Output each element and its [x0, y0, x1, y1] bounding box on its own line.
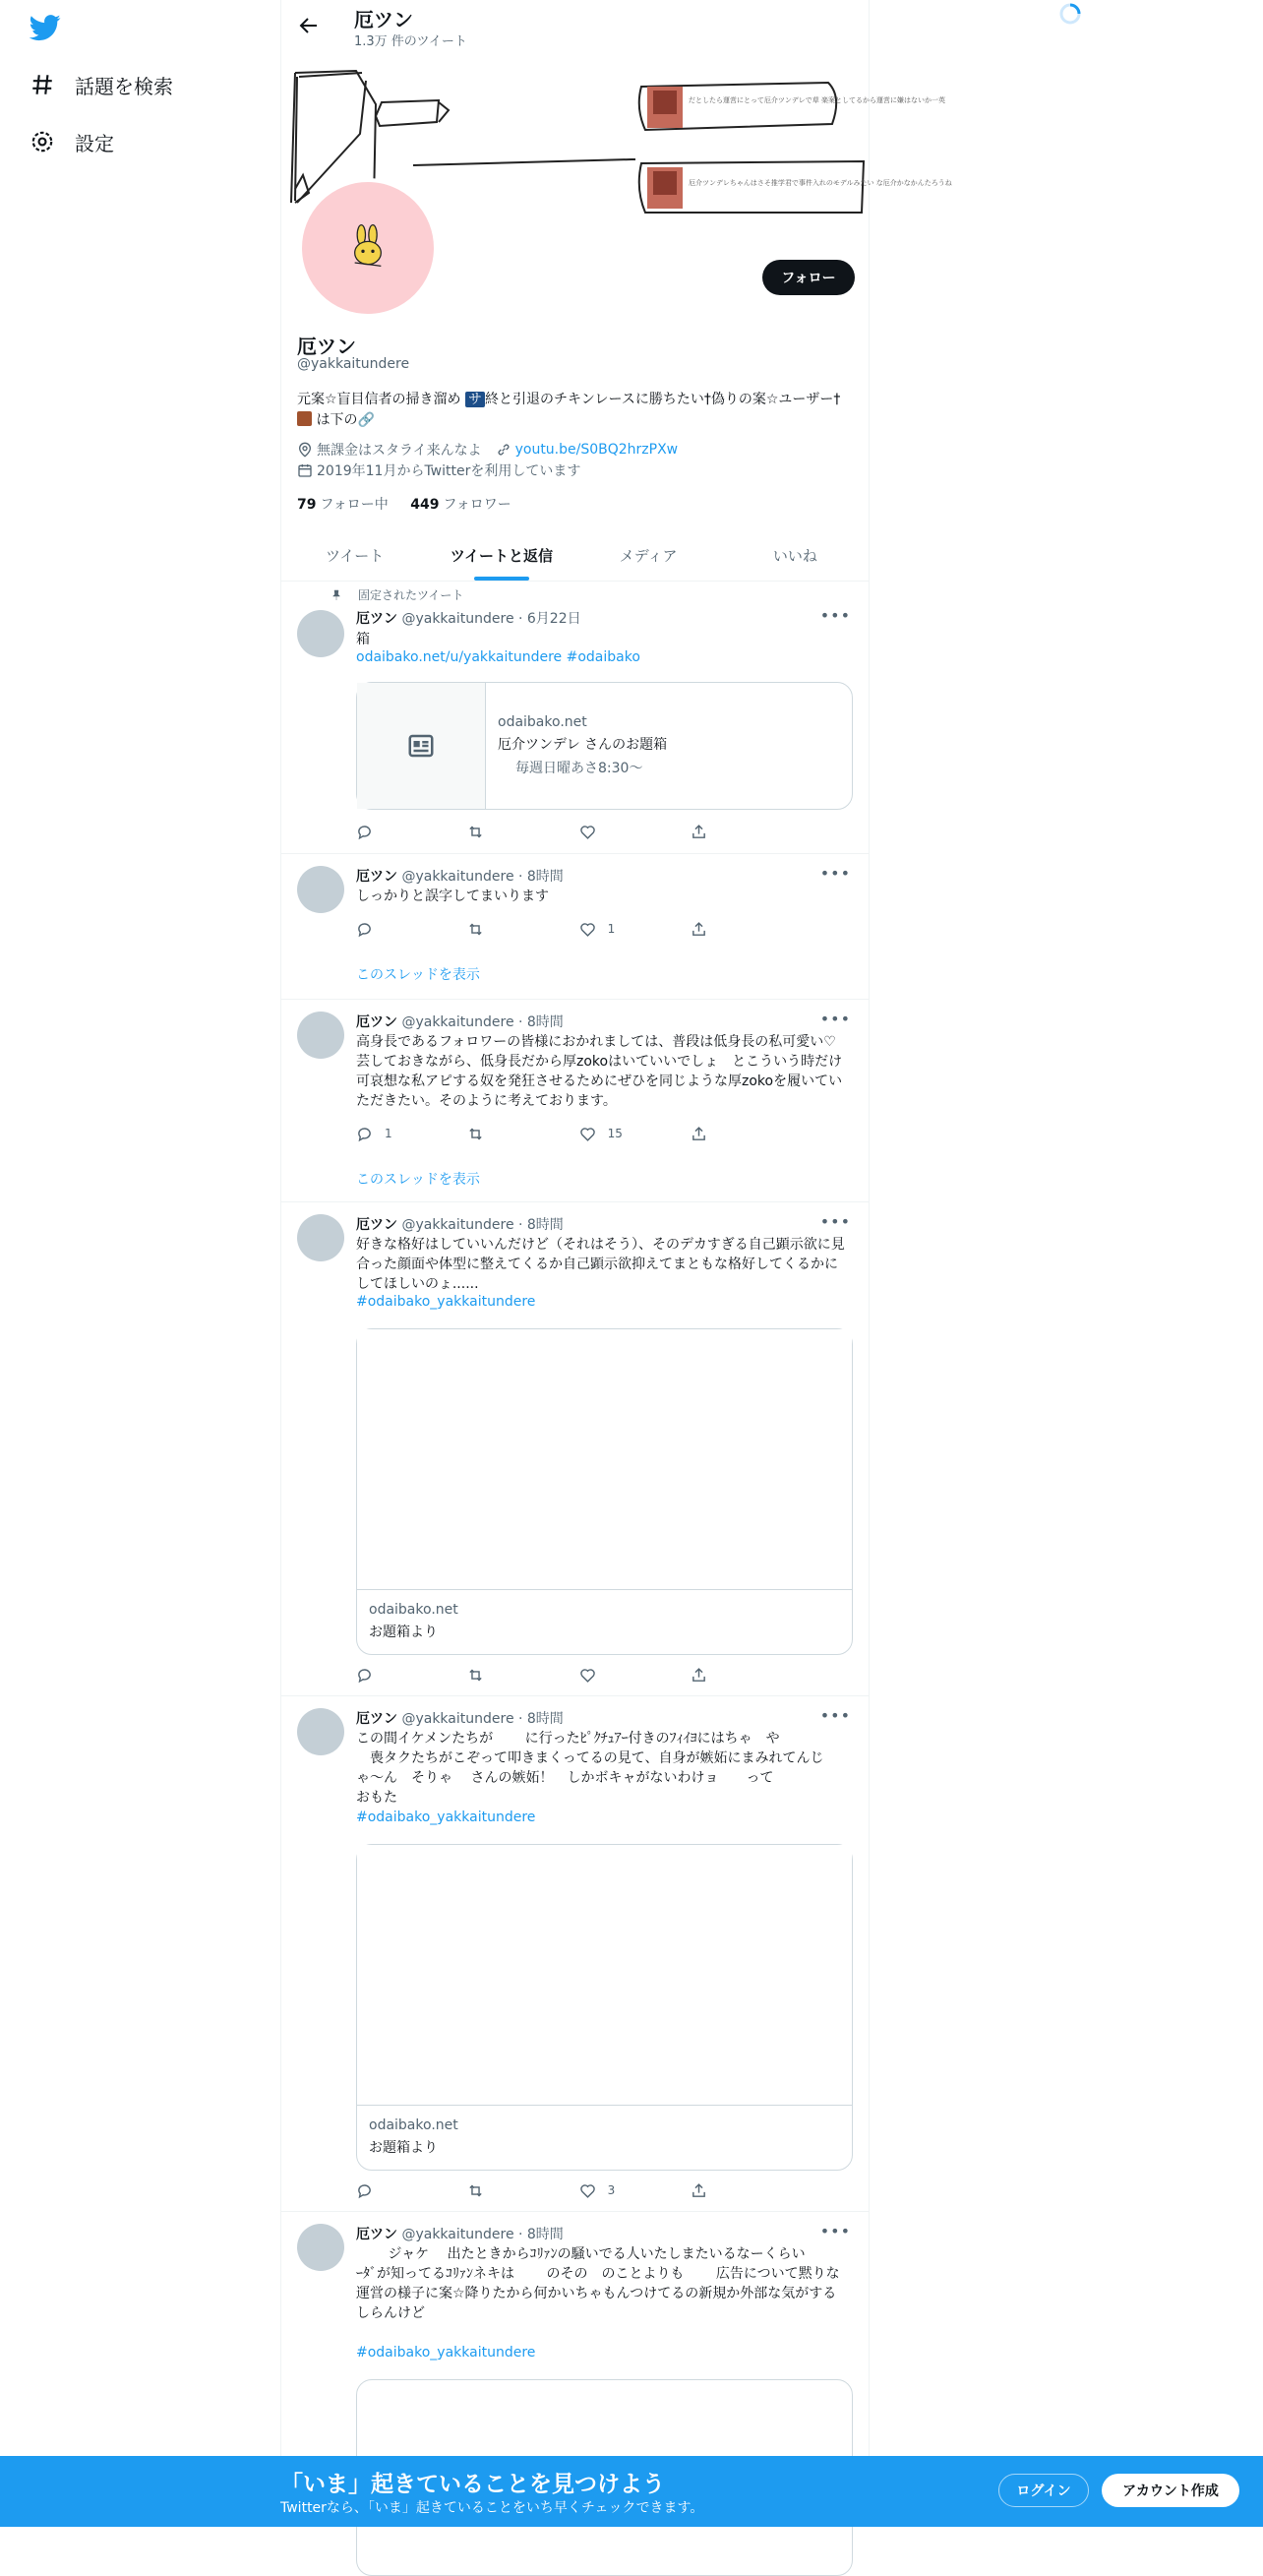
reply-button[interactable]	[356, 2180, 435, 2200]
tweet-actions	[356, 1124, 769, 1143]
reply-icon	[356, 1667, 373, 1684]
profile-handle: @yakkaitundere	[297, 356, 410, 372]
heart-icon	[579, 921, 596, 938]
tweet-text: しっかりと誤字してまいります	[356, 889, 549, 904]
like-count: 15	[607, 1127, 623, 1140]
gear-icon	[30, 129, 55, 154]
tweet-item[interactable]	[281, 1696, 869, 2212]
tweet-handle-time: @yakkaitundere · 8時間	[401, 1217, 564, 1233]
header-title: 厄ツン	[354, 8, 413, 31]
profile-location: 無課金はスタライ来んなよ	[317, 443, 482, 459]
more-options-icon[interactable]: •••	[819, 1010, 851, 1028]
avatar[interactable]	[297, 1214, 344, 1261]
following-count: 79	[297, 497, 317, 513]
link-icon	[496, 442, 511, 458]
share-button[interactable]	[691, 1665, 769, 1685]
card-title: お題箱より	[369, 1625, 438, 1640]
nav-explore-label: 話題を検索	[75, 74, 173, 98]
profile-column	[280, 0, 952, 2527]
tweet-hashtag[interactable]: #odaibako	[566, 649, 640, 665]
card-thumbnail	[357, 683, 486, 809]
tweet-author[interactable]: 厄ツン	[356, 1014, 397, 1030]
profile-meta-row	[297, 440, 678, 460]
box-emoji-icon	[297, 411, 312, 426]
nav-settings-label: 設定	[75, 131, 114, 155]
profile-avatar[interactable]	[298, 178, 438, 318]
avatar[interactable]	[297, 610, 344, 657]
reply-button[interactable]	[356, 822, 435, 841]
tweet-link[interactable]: odaibako.net/u/yakkaitundere	[356, 649, 563, 665]
reply-button[interactable]	[356, 1665, 435, 1685]
link-emoji-icon: 🔗	[357, 412, 375, 428]
reply-icon	[356, 1126, 373, 1142]
share-button[interactable]	[691, 919, 769, 939]
card-title: 厄介ツンデレ さんのお題箱	[498, 737, 668, 753]
tweet-handle-time: @yakkaitundere · 8時間	[401, 2227, 564, 2242]
tweet-hashtag[interactable]: #odaibako_yakkaitundere	[356, 2345, 536, 2361]
tweet-text: 好きな格好はしていいんだけど（それはそう）、そのデカすぎる自己顕示欲に見合った顔面や体型に整えてくるか自己顕示欲抑えてまともな格好してくるかにしてほしいのょ......	[356, 1237, 845, 1292]
heart-icon	[579, 2182, 596, 2199]
following-link[interactable]	[297, 497, 389, 513]
card-domain: odaibako.net	[498, 714, 587, 730]
tweet-actions	[356, 919, 769, 939]
tweet-header	[356, 608, 581, 628]
tweet-header	[356, 1214, 564, 1234]
svg-text:だとしたら運営にとって厄介ツンデレで草 楽案としてるから運	[689, 95, 945, 104]
card-domain: odaibako.net	[369, 1602, 458, 1618]
tweet-actions	[356, 822, 769, 841]
signup-bar-subtitle: Twitterなら、「いま」起きていることをいち早くチェックできます。	[280, 2500, 704, 2516]
followers-label: フォロワー	[443, 497, 511, 513]
tweet-text: 高身長であるフォロワーの皆様におかれましては、普段は低身長の私可愛い♡芸しておきながら、低身長だから厚zokoはいていいでしょ とこういう時だけ可哀想な私アピする奴を発狂させるためにぜひを同じような厚zokoを履いていただきたい。そのように考えております。	[356, 1034, 843, 1109]
share-button[interactable]	[691, 822, 769, 841]
more-options-icon[interactable]: •••	[819, 1706, 851, 1725]
share-button[interactable]	[691, 1124, 769, 1143]
profile-joined-row	[297, 460, 580, 480]
tweet-handle-time: @yakkaitundere · 8時間	[401, 1711, 564, 1727]
share-button[interactable]	[691, 2180, 769, 2200]
pin-icon	[331, 589, 342, 601]
tweet-item[interactable]	[281, 581, 869, 854]
retweet-button[interactable]	[467, 822, 546, 841]
location-icon	[297, 442, 313, 458]
followers-count: 449	[410, 497, 440, 513]
banner-note-2: 厄介ツンデレちゃんはさそ推学君で事件入れのモデルみたい な厄介かなかんたろうね	[689, 179, 952, 187]
nav-settings[interactable]	[30, 122, 114, 161]
tab-tweets-and-replies[interactable]: ツイートと返信	[428, 529, 574, 581]
follow-button[interactable]: フォロー	[762, 260, 855, 295]
tweet-text: ジャケ 出たときからｺﾘｧﾝの騒いでる人いたしまたいるなーくらい ｰﾀﾞが知ってるｺﾘｧﾝネキは のその のことよりも 広告について黙りな運営の様子に案☆降りたから何かいちゃもんつけてるの新規か外部な気がする しらんけど	[356, 2246, 840, 2321]
tab-media[interactable]: メディア	[619, 546, 678, 565]
reply-button[interactable]	[356, 919, 435, 939]
twitter-logo-icon[interactable]	[30, 12, 61, 43]
card-desc: 毎週日曜あさ8:30〜	[515, 761, 643, 776]
reply-icon	[356, 921, 373, 938]
share-icon	[691, 824, 707, 840]
reply-icon	[356, 2182, 373, 2199]
tweet-handle-time: @yakkaitundere · 8時間	[401, 1014, 564, 1030]
banner-note-1: だとしたら運営にとって厄介ツンデレで草 楽案としてるから運営に嫌はないか一英	[689, 96, 945, 104]
tweet-text: 箱	[356, 632, 370, 647]
bio-badge: サ	[465, 392, 485, 407]
tab-tweets[interactable]: ツイート	[325, 546, 385, 565]
article-icon	[406, 731, 436, 761]
bio-text-3: は下の	[312, 412, 358, 428]
card-body	[357, 2106, 852, 2169]
calendar-icon	[297, 462, 313, 478]
profile-tabs	[281, 529, 869, 582]
tab-likes[interactable]: いいね	[772, 546, 817, 565]
share-icon	[691, 2182, 707, 2199]
tweet-actions	[356, 2180, 769, 2200]
tweet-item[interactable]	[281, 1202, 869, 1696]
like-button[interactable]	[579, 919, 658, 939]
link-card[interactable]	[356, 682, 853, 810]
header-tweet-count: 1.3万 件のツイート	[354, 34, 467, 49]
link-card[interactable]	[356, 1844, 853, 2171]
more-options-icon[interactable]: •••	[819, 1212, 851, 1231]
tweet-header	[356, 2224, 564, 2243]
following-label: フォロー中	[320, 497, 389, 513]
show-thread-link[interactable]: このスレッドを表示	[356, 967, 480, 983]
heart-icon	[579, 824, 596, 840]
svg-text:厄介ツンデレちゃんはさそ推学君で事件入れのモデルみたい な厄	[689, 178, 952, 187]
avatar[interactable]	[297, 1012, 344, 1059]
tweet-hashtag[interactable]: #odaibako_yakkaitundere	[356, 1809, 536, 1825]
card-image	[357, 1329, 852, 1590]
tweet-handle-time: @yakkaitundere · 8時間	[401, 869, 564, 885]
signup-bar-title: 「いま」起きていることを見つけよう	[280, 2472, 665, 2497]
tweet-handle-time: @yakkaitundere · 6月22日	[401, 611, 581, 627]
show-thread-link[interactable]: このスレッドを表示	[356, 1172, 480, 1188]
avatar[interactable]	[297, 2224, 344, 2271]
reply-button[interactable]	[356, 1124, 435, 1143]
bio-text-1: 元案☆盲目信者の掃き溜め	[297, 392, 466, 407]
tweet-header	[356, 1012, 564, 1031]
like-button[interactable]	[579, 1124, 658, 1143]
retweet-icon	[467, 2182, 484, 2199]
like-count: 3	[607, 2183, 616, 2197]
profile-name: 厄ツン	[297, 335, 356, 358]
tweet-author[interactable]: 厄ツン	[356, 611, 397, 627]
profile-bio	[297, 390, 848, 431]
retweet-icon	[467, 921, 484, 938]
retweet-button[interactable]	[467, 1665, 546, 1685]
more-options-icon[interactable]: •••	[819, 864, 851, 883]
tweet-item[interactable]	[281, 854, 869, 1000]
signup-button[interactable]: アカウント作成	[1102, 2474, 1239, 2507]
tweet-hashtag[interactable]: #odaibako_yakkaitundere	[356, 1294, 536, 1310]
hashtag-icon	[30, 72, 55, 97]
tweet-author[interactable]: 厄ツン	[356, 2227, 397, 2242]
tweet-item[interactable]	[281, 1000, 869, 1202]
share-icon	[691, 1667, 707, 1684]
loading-spinner-icon	[1058, 2, 1082, 26]
retweet-button[interactable]	[467, 919, 546, 939]
retweet-button[interactable]	[467, 1124, 546, 1143]
tweet-actions	[356, 1665, 769, 1685]
tweet-text: この間イケメンたちが に行ったﾋﾟｸﾁｭｱｰ付きのﾌｨｲﾖにはちゃ や 喪タクたちがこぞって叩きまくってるの見て、自身が嫉妬にまみれてんじゃ〜ん そりゃ さんの嫉妬！ しかボキャがないわけョ って おもた	[356, 1731, 824, 1806]
card-title: お題箱より	[369, 2140, 438, 2156]
card-body	[357, 1590, 852, 1653]
retweet-icon	[467, 824, 484, 840]
tweet-author[interactable]: 厄ツン	[356, 869, 397, 885]
followers-link[interactable]	[410, 497, 511, 513]
retweet-icon	[467, 1667, 484, 1684]
retweet-button[interactable]	[467, 2180, 546, 2200]
profile-website-link[interactable]: youtu.be/S0BQ2hrzPXw	[514, 442, 679, 458]
tweet-author[interactable]: 厄ツン	[356, 1711, 397, 1727]
tweet-header	[356, 866, 564, 886]
avatar[interactable]	[297, 1708, 344, 1755]
tweet-header	[356, 1708, 564, 1728]
reply-count: 1	[385, 1127, 392, 1140]
like-button[interactable]	[579, 1665, 658, 1685]
tweet-link-row	[356, 649, 640, 665]
more-options-icon[interactable]: •••	[819, 606, 851, 625]
card-body	[486, 683, 667, 809]
card-domain: odaibako.net	[369, 2117, 458, 2133]
card-image	[357, 1845, 852, 2106]
share-icon	[691, 1126, 707, 1142]
heart-icon	[579, 1126, 596, 1142]
like-button[interactable]	[579, 822, 658, 841]
profile-joined: 2019年11月からTwitterを利用しています	[317, 463, 581, 479]
retweet-icon	[467, 1126, 484, 1142]
heart-icon	[579, 1667, 596, 1684]
share-icon	[691, 921, 707, 938]
more-options-icon[interactable]: •••	[819, 2222, 851, 2240]
login-button[interactable]: ログイン	[998, 2474, 1089, 2507]
back-arrow-icon[interactable]	[297, 14, 321, 37]
avatar-character-icon	[343, 223, 392, 273]
bio-text-2: 終と引退のチキンレースに勝ちたい†偽りの案☆ユーザー†	[485, 392, 841, 407]
reply-icon	[356, 824, 373, 840]
pinned-row	[331, 586, 463, 603]
tweet-author[interactable]: 厄ツン	[356, 1217, 397, 1233]
link-card[interactable]	[356, 1328, 853, 1655]
avatar[interactable]	[297, 866, 344, 913]
pinned-label: 固定されたツイート	[358, 588, 464, 602]
like-button[interactable]	[579, 2180, 658, 2200]
profile-stats	[297, 494, 511, 514]
nav-explore[interactable]	[30, 65, 173, 104]
like-count: 1	[607, 922, 616, 936]
